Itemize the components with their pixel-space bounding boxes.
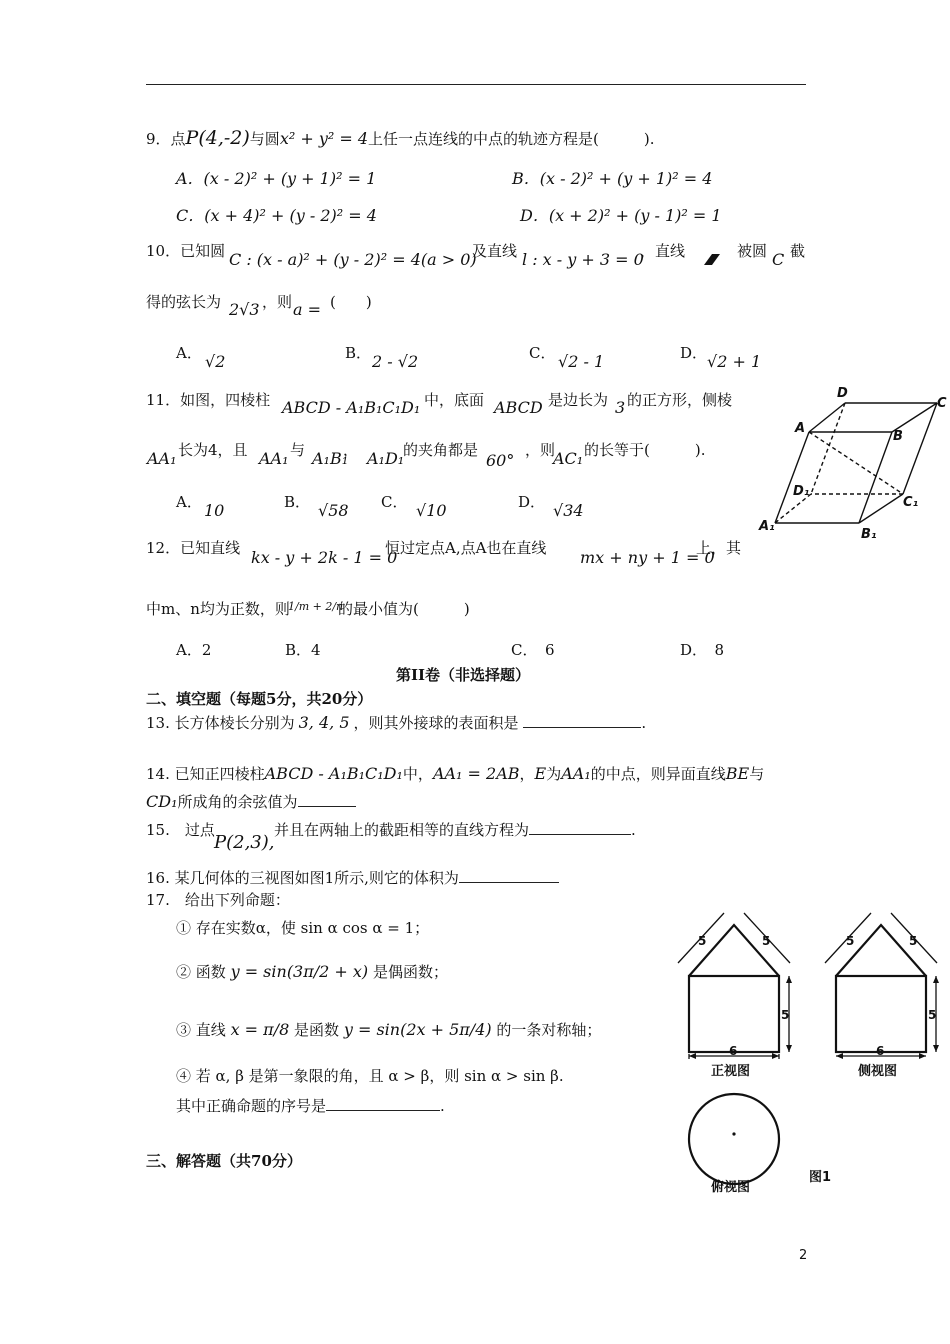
q9-option-c: C．(x + 4)² + (y - 2)² = 4 xyxy=(176,206,377,225)
fig1-three-views xyxy=(660,905,945,1205)
section2-title: 二、填空题（每题5分，共20分） xyxy=(146,690,373,708)
q12-option-d: D． 8 xyxy=(680,641,725,659)
q12-text-a: 12．已知直线 xyxy=(146,539,241,557)
q10-text-e: 截 xyxy=(790,242,806,260)
q9-circle: x² + y² = 4 xyxy=(279,129,369,148)
q16-blank xyxy=(459,868,559,883)
q10-text-c: ，直线 xyxy=(640,242,686,260)
q17-p3: ③ 直线 x = π/8 是函数 y = sin(2x + 5π/4) 的一条对称轴； xyxy=(176,1020,602,1039)
q11-text-d: 的正方形，侧棱 xyxy=(627,391,733,409)
q11-edge: AA₁ xyxy=(147,449,177,468)
label-C: C xyxy=(937,396,947,411)
q13-blank xyxy=(523,713,641,728)
q10-option-d: √2 + 1 xyxy=(707,352,762,371)
q10-text-g: ，则 xyxy=(262,293,293,311)
fig1-caption: 图1 xyxy=(809,1170,832,1185)
top-view-circle xyxy=(689,1094,779,1184)
q10-option-b: 2 - √2 xyxy=(372,352,419,371)
page-number: 2 xyxy=(799,1248,808,1263)
q10-chord: 2√3 xyxy=(229,300,260,319)
q10-text-d: 被圆 xyxy=(737,242,768,260)
q11-text-g: ， xyxy=(343,441,359,459)
q10-circle: C : (x - a)² + (y - 2)² = 4(a > 0) xyxy=(229,250,477,269)
q11-label-a: A． xyxy=(176,493,202,511)
q10-blot-icon xyxy=(700,252,722,270)
q10-option-a: √2 xyxy=(205,352,226,371)
q9-point: P(4,-2) xyxy=(185,127,250,149)
q11-text-e: 长为4，且 xyxy=(178,441,248,459)
q9-option-b: B．(x - 2)² + (y + 1)² = 4 xyxy=(512,169,713,188)
q17-p1: ① 存在实数α，使 sin α cos α = 1； xyxy=(176,919,430,937)
label-C1: C₁ xyxy=(903,495,919,510)
q17-intro: 17. 给出下列命题： xyxy=(146,891,290,909)
q10-option-c: √2 - 1 xyxy=(558,352,605,371)
q11-angle: 60° xyxy=(486,451,515,470)
q11-side: 3 xyxy=(615,398,626,417)
q11-text-a: 11．如图，四棱柱 xyxy=(146,391,271,409)
label-B: B xyxy=(893,429,903,444)
label-A: A xyxy=(795,421,806,436)
q11-base: ABCD xyxy=(494,398,543,417)
q11-text-b: 中，底面 xyxy=(424,391,485,409)
side-dim-height: 5 xyxy=(928,1008,937,1022)
q11-option-c: √10 xyxy=(416,501,447,520)
q12-text-c: 上，其 xyxy=(696,539,742,557)
q15-text-a: 15. 过点 xyxy=(146,821,215,839)
q14-blank xyxy=(298,792,356,807)
q11-option-b: √58 xyxy=(318,501,349,520)
q9-option-a: A．(x - 2)² + (y + 1)² = 1 xyxy=(176,169,377,188)
q11-text-c: 是边长为 xyxy=(548,391,609,409)
side-dim-width: 6 xyxy=(876,1044,885,1058)
q17-p4: ④ 若 α, β 是第一象限的角，且 α > β，则 sin α > sin β. xyxy=(176,1067,564,1085)
front-dim-right: 5 xyxy=(762,934,771,948)
section3-title: 三、解答题（共70分） xyxy=(146,1152,302,1170)
q12-option-a: A．2 xyxy=(176,641,212,659)
label-D: D xyxy=(837,386,848,401)
q11-label-c: C． xyxy=(381,493,408,511)
q9-stem xyxy=(146,128,655,149)
q17-blank xyxy=(326,1096,440,1111)
q10-c: C xyxy=(772,250,785,269)
q15-blank xyxy=(529,820,631,835)
q9-text-b: 与圆 xyxy=(249,130,280,148)
front-view-rect xyxy=(689,976,779,1052)
q11-e3: A₁D₁ xyxy=(367,449,405,468)
q11-option-a: 10 xyxy=(204,501,225,520)
q12-frac: 1/m + 2/n xyxy=(288,600,344,613)
front-view-roof xyxy=(689,925,779,976)
side-view-label: 侧视图 xyxy=(858,1064,898,1079)
q11-prism-figure xyxy=(755,380,950,540)
front-dim-height: 5 xyxy=(781,1008,790,1022)
q10-text-f: 得的弦长为 xyxy=(146,293,222,311)
part2-title: 第II卷（非选择题） xyxy=(396,666,531,684)
q12-text-b: 恒过定点A,点A也在直线 xyxy=(385,539,547,557)
front-dim-width: 6 xyxy=(729,1044,738,1058)
q15-rest: 并且在两轴上的截距相等的直线方程为 . xyxy=(274,821,636,839)
q11-e2: A₁B₁ xyxy=(312,449,349,468)
q15-point: P(2,3), xyxy=(214,832,275,853)
q10-stem: 10．已知圆 xyxy=(146,242,226,260)
label-A1: A₁ xyxy=(759,519,775,534)
side-dim-left: 5 xyxy=(846,934,855,948)
q10-label-d: D． xyxy=(680,344,708,362)
q11-text-j: 的长等于( ). xyxy=(584,441,706,459)
front-dim-left: 5 xyxy=(698,934,707,948)
q10-text-b: 及直线 xyxy=(472,242,518,260)
side-dim-right: 5 xyxy=(909,934,918,948)
q10-label-a: A． xyxy=(176,344,202,362)
label-B1: B₁ xyxy=(861,527,877,540)
q11-diag: AC₁ xyxy=(553,449,584,468)
q12-option-b: B．4 xyxy=(285,641,321,659)
q14-line1: 14. 已知正四棱柱ABCD - A₁B₁C₁D₁中，AA₁ = 2AB，E为AA₁的中点，则异面直线BE与 xyxy=(146,764,765,783)
q9-text-a: 9．点 xyxy=(146,130,186,148)
q11-label-d: D． xyxy=(518,493,546,511)
q13: 13. 长方体棱长分别为 3, 4, 5 ，则其外接球的表面积是 . xyxy=(146,713,647,732)
q12-l1: kx - y + 2k - 1 = 0 xyxy=(251,548,398,567)
q11-text-h: 的夹角都是 xyxy=(403,441,479,459)
q16: 16. 某几何体的三视图如图1所示,则它的体积为 xyxy=(146,868,559,888)
q10-label-b: B． xyxy=(345,344,372,362)
q9-option-d: D．(x + 2)² + (y - 1)² = 1 xyxy=(520,206,722,225)
q12-option-c: C． 6 xyxy=(511,641,555,659)
q12-text-d: 中m、n均为正数，则 xyxy=(146,600,290,618)
q14-line2: CD₁所成角的余弦值为 xyxy=(146,792,356,812)
q9-text-c: 上任一点连线的中点的轨迹方程是( ). xyxy=(368,130,655,148)
q10-paren: ( ) xyxy=(330,293,372,311)
label-D1: D₁ xyxy=(793,484,810,499)
side-view-roof xyxy=(836,925,926,976)
q11-text-i: ，则 xyxy=(525,441,556,459)
q17-p5: 其中正确命题的序号是 . xyxy=(176,1097,445,1115)
front-view-label: 正视图 xyxy=(711,1064,751,1079)
top-view-label: 俯视图 xyxy=(711,1180,751,1195)
q11-text-f: 与 xyxy=(290,441,306,459)
q10-line: l : x - y + 3 = 0 xyxy=(522,250,644,269)
q12-l2: mx + ny + 1 = 0 xyxy=(580,548,715,567)
q11-e1: AA₁ xyxy=(259,449,289,468)
q12-text-e: 的最小值为( ) xyxy=(338,600,470,618)
q17-p2: ② 函数 y = sin(3π/2 + x) 是偶函数； xyxy=(176,962,448,981)
q11-label-b: B． xyxy=(284,493,311,511)
q10-label-c: C． xyxy=(529,344,556,362)
q11-option-d: √34 xyxy=(553,501,584,520)
side-view-rect xyxy=(836,976,926,1052)
q11-prism: ABCD - A₁B₁C₁D₁ xyxy=(282,398,421,417)
header-rule xyxy=(146,84,806,85)
q10-ask: a = xyxy=(293,300,322,319)
